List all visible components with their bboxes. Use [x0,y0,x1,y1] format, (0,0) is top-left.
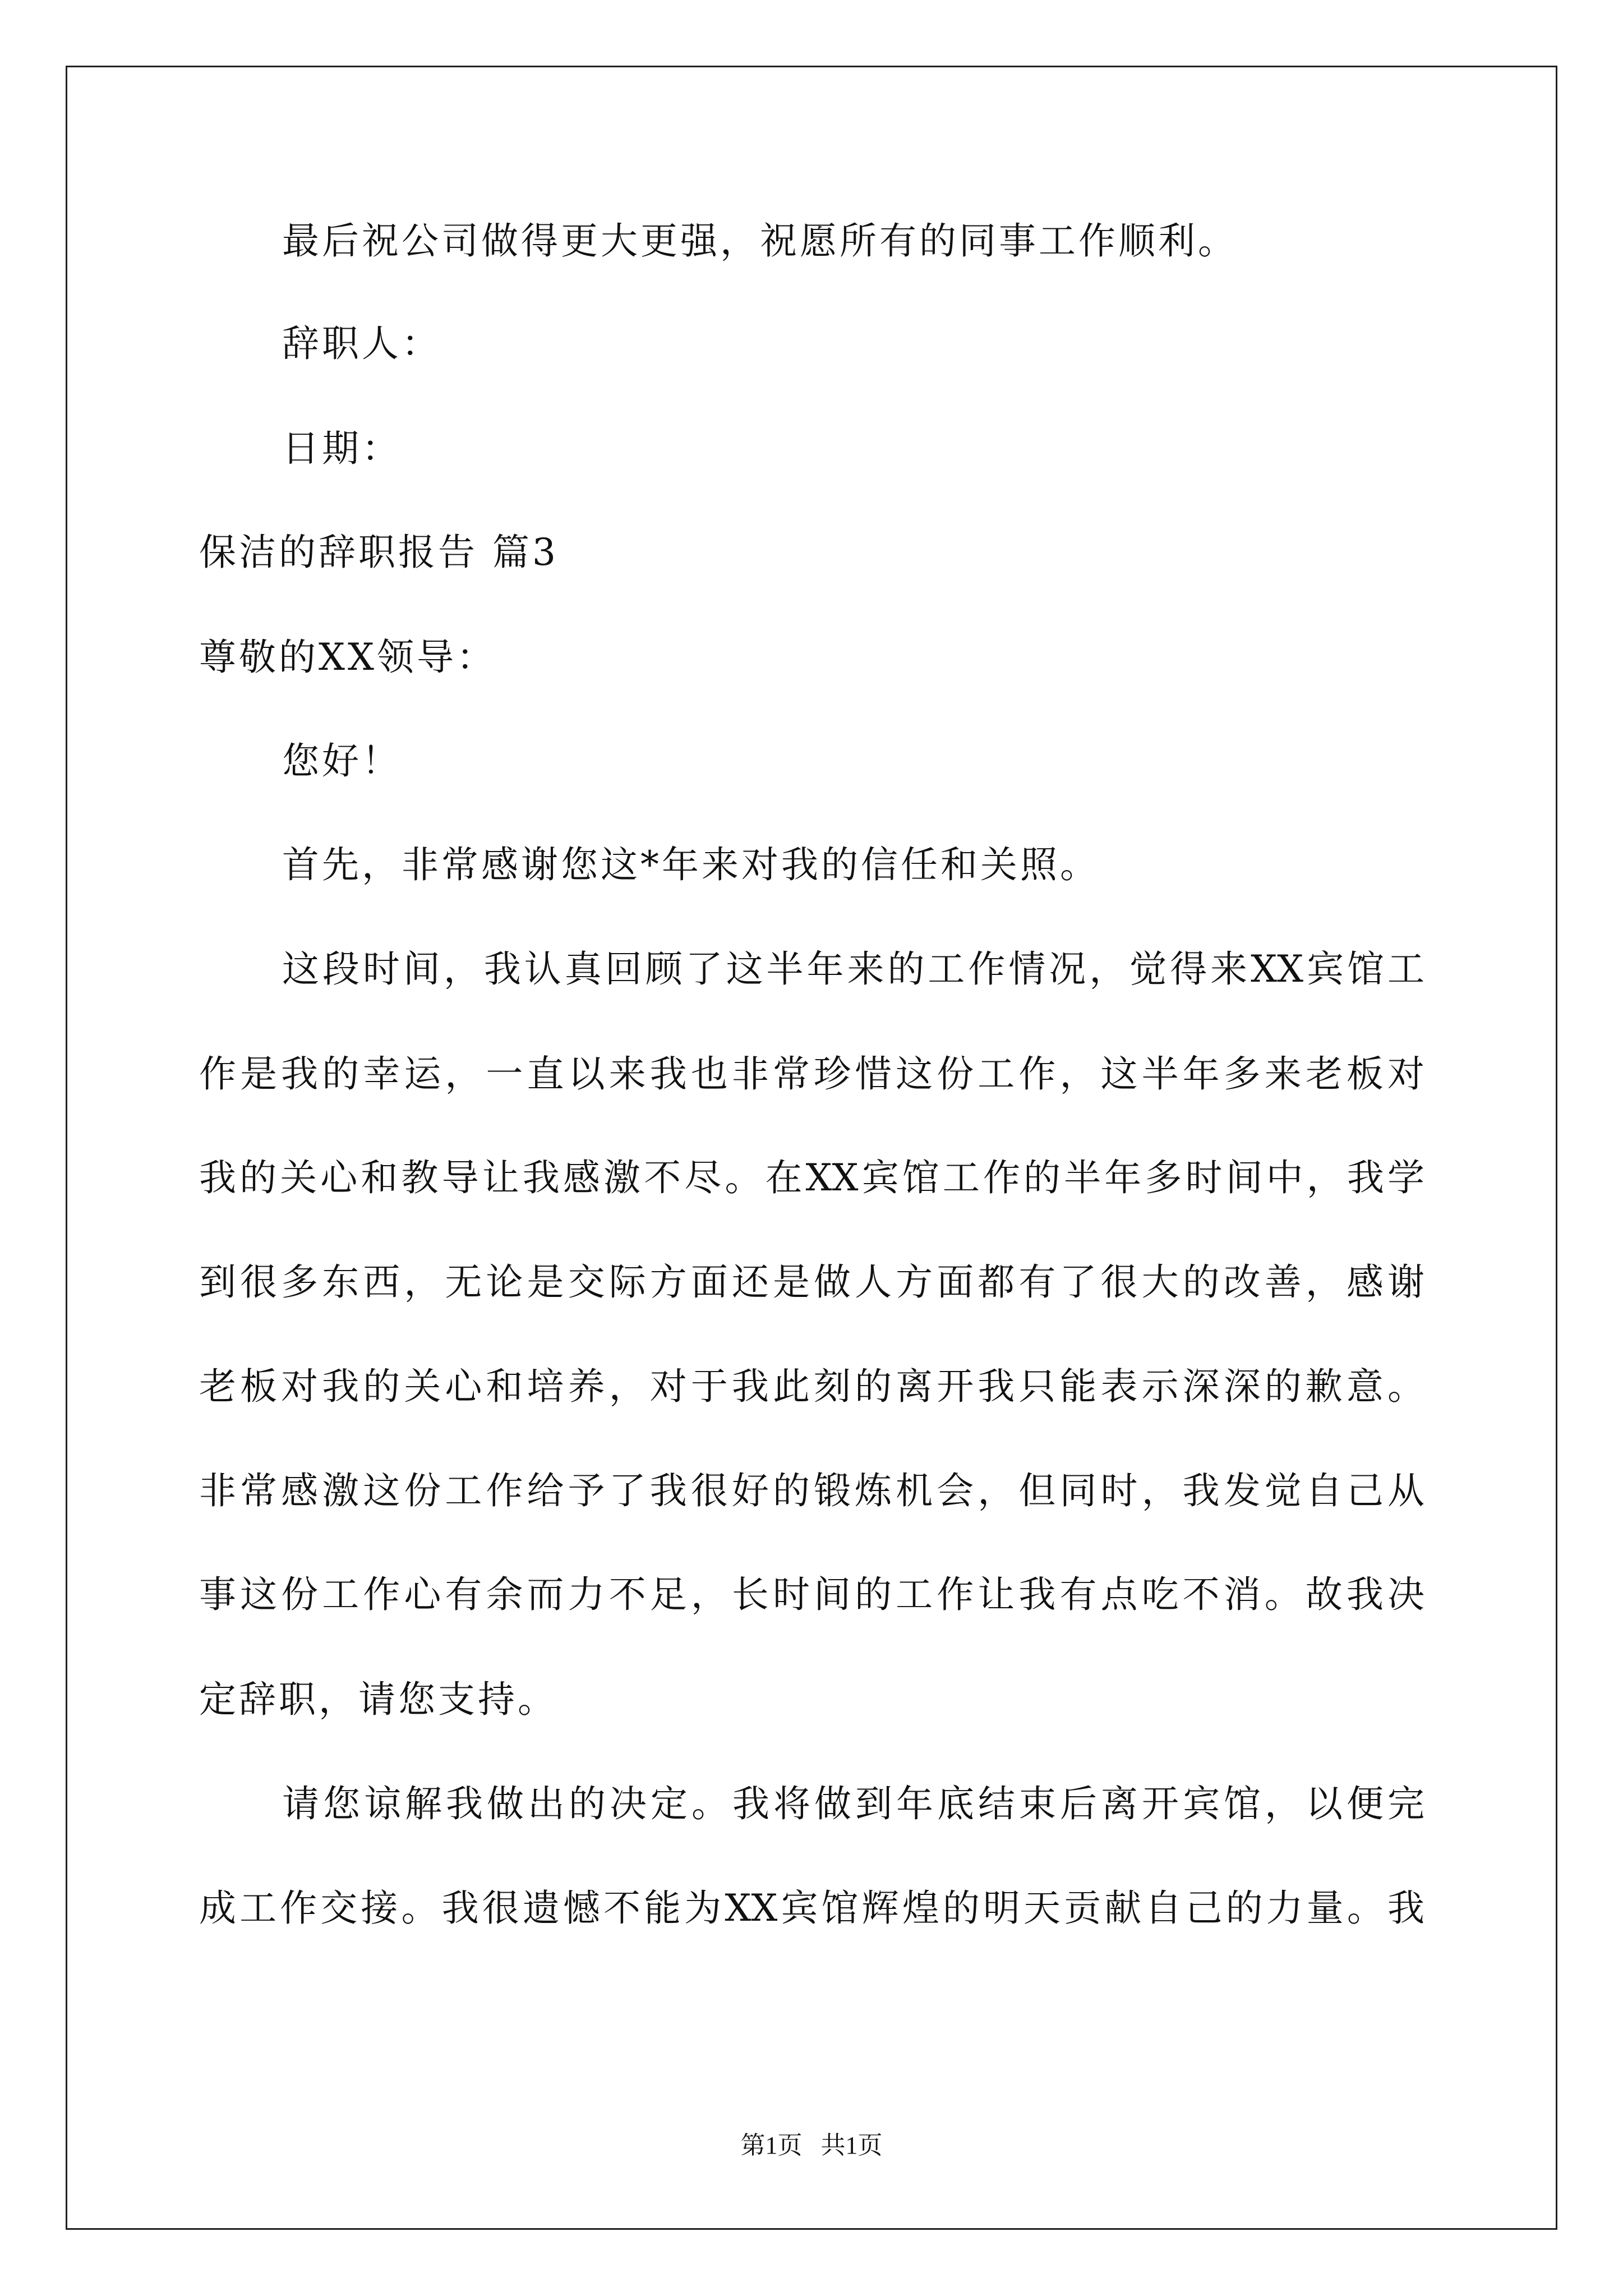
page-number: 第1页 共1页 [740,2132,883,2159]
greeting: 您好！ [282,739,402,783]
paragraph-line: 事这份工作心有余而力不足，长时间的工作让我有点吃不消。故我决 [199,1573,1424,1616]
paragraph-line: 定辞职，请您支持。 [199,1678,557,1721]
section-heading: 保洁的辞职报告 篇3 [199,531,559,574]
date-label: 日期： [282,427,402,470]
paragraph-line: 我的关心和教导让我感激不尽。在XX宾馆工作的半年多时间中，我学 [199,1156,1424,1199]
paragraph-line: 请您谅解我做出的决定。我将做到年底结束后离开宾馆，以便完 [282,1782,1424,1825]
paragraph-line: 到很多东西，无论是交际方面还是做人方面都有了很大的改善，感谢 [199,1260,1424,1304]
signature-label: 辞职人： [282,322,441,365]
salutation: 尊敬的XX领导： [199,636,496,679]
paragraph-line: 成工作交接。我很遗憾不能为XX宾馆辉煌的明天贡献自己的力量。我 [199,1887,1424,1930]
paragraph-line: 非常感激这份工作给予了我很好的锻炼机会，但同时，我发觉自己从 [199,1469,1424,1512]
paragraph-line: 作是我的幸运，一直以来我也非常珍惜这份工作，这半年多来老板对 [199,1052,1424,1096]
paragraph-line: 老板对我的关心和培养，对于我此刻的离开我只能表示深深的歉意。 [199,1365,1424,1408]
paragraph-line: 首先，非常感谢您这*年来对我的信任和关照。 [282,843,1100,886]
paragraph-line: 这段时间，我认真回顾了这半年来的工作情况，觉得来XX宾馆工 [282,947,1424,991]
closing-wish: 最后祝公司做得更大更强，祝愿所有的同事工作顺利。 [282,219,1238,263]
